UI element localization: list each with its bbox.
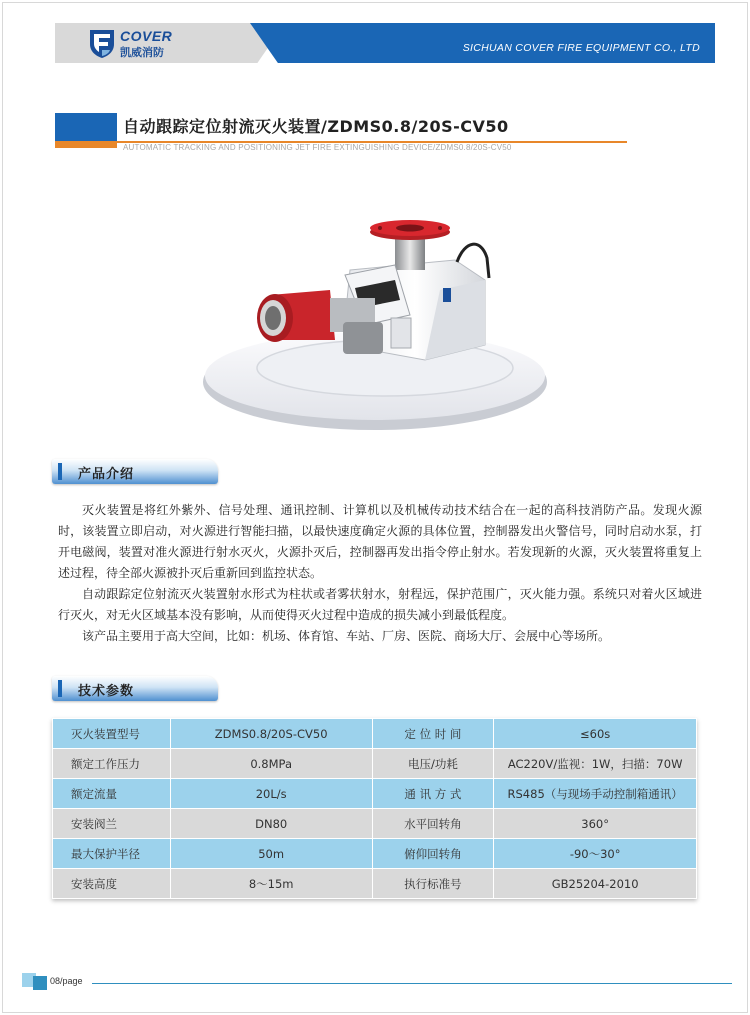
- spec-label: 最大保护半径: [53, 839, 171, 869]
- spec-label: 水平回转角: [372, 809, 494, 839]
- spec-value: GB25204-2010: [494, 869, 697, 899]
- title-accent-orange: [55, 141, 117, 148]
- spec-label: 额定流量: [53, 779, 171, 809]
- tab-accent-bar: [58, 680, 62, 697]
- table-row: [53, 749, 697, 779]
- spec-value: 50m: [170, 839, 372, 869]
- spec-table: [52, 718, 697, 899]
- spec-label: 通 讯 方 式: [372, 779, 494, 809]
- intro-text: [58, 500, 702, 647]
- footer-rule: [92, 983, 732, 984]
- spec-value: ≤60s: [494, 719, 697, 749]
- spec-value: DN80: [170, 809, 372, 839]
- title-accent-blue: [55, 113, 117, 141]
- spec-section-heading: 技术参数: [78, 684, 135, 699]
- spec-label: 安装阀兰: [53, 809, 171, 839]
- spec-label: 定 位 时 间: [372, 719, 494, 749]
- page-number: 08/page: [50, 976, 83, 986]
- table-row: [53, 869, 697, 899]
- spec-value: 20L/s: [170, 779, 372, 809]
- spec-label: 执行标准号: [372, 869, 494, 899]
- spec-label: 安装高度: [53, 869, 171, 899]
- footer-square-dark: [33, 976, 47, 990]
- spec-value: -90～30°: [494, 839, 697, 869]
- spec-label: 俯仰回转角: [372, 839, 494, 869]
- table-row: [53, 839, 697, 869]
- spec-label: 额定工作压力: [53, 749, 171, 779]
- product-title-en: AUTOMATIC TRACKING AND POSITIONING JET FIRE EXTINGUISHING DEVICE/ZDMS0.8/20S-CV50: [123, 143, 512, 152]
- logo-text-en: COVER: [120, 28, 173, 44]
- product-image: [195, 200, 555, 440]
- spec-value: 0.8MPa: [170, 749, 372, 779]
- spec-value: 360°: [494, 809, 697, 839]
- company-name: SICHUAN COVER FIRE EQUIPMENT CO., LTD: [462, 42, 700, 54]
- cover-logo-icon: [88, 28, 116, 59]
- spec-value: ZDMS0.8/20S-CV50: [170, 719, 372, 749]
- intro-paragraph: 灭火装置是将红外紫外、信号处理、通讯控制、计算机以及机械传动技术结合在一起的高科技消防产品。发现火源时，该装置立即启动，对火源进行智能扫描，以最快速度确定火源的具体位置，控制器发出火警信号，同时启动水泵，打开电磁阀，装置对准火源进行射水灭火，火源扑灭后，控制器再发出指令停止射水。若发现新的火源，灭火装置将重复上述过程，待全部火源被扑灭后重新回到监控状态。: [58, 503, 702, 580]
- intro-section-tab: [52, 459, 218, 484]
- table-row: [53, 719, 697, 749]
- spec-value: AC220V/监视：1W，扫描：70W: [494, 749, 697, 779]
- spec-label: 电压/功耗: [372, 749, 494, 779]
- tab-accent-bar: [58, 463, 62, 480]
- spec-value: RS485（与现场手动控制箱通讯）: [494, 779, 697, 809]
- table-row: [53, 809, 697, 839]
- spec-value: 8～15m: [170, 869, 372, 899]
- logo-text-cn: 凯威消防: [120, 46, 164, 59]
- intro-section-heading: 产品介绍: [78, 467, 135, 482]
- spec-label: 灭火装置型号: [53, 719, 171, 749]
- table-row: [53, 779, 697, 809]
- intro-paragraph: 该产品主要用于高大空间，比如：机场、体育馆、车站、厂房、医院、商场大厅、会展中心等场所。: [82, 629, 611, 643]
- intro-paragraph: 自动跟踪定位射流灭火装置射水形式为柱状或者雾状射水，射程远，保护范围广，灭火能力强。系统只对着火区域进行灭火，对无火区域基本没有影响，从而使得灭火过程中造成的损失减小到最低程度。: [58, 587, 702, 622]
- product-title: 自动跟踪定位射流灭火装置/ZDMS0.8/20S-CV50: [123, 117, 509, 136]
- spec-section-tab: [52, 676, 218, 701]
